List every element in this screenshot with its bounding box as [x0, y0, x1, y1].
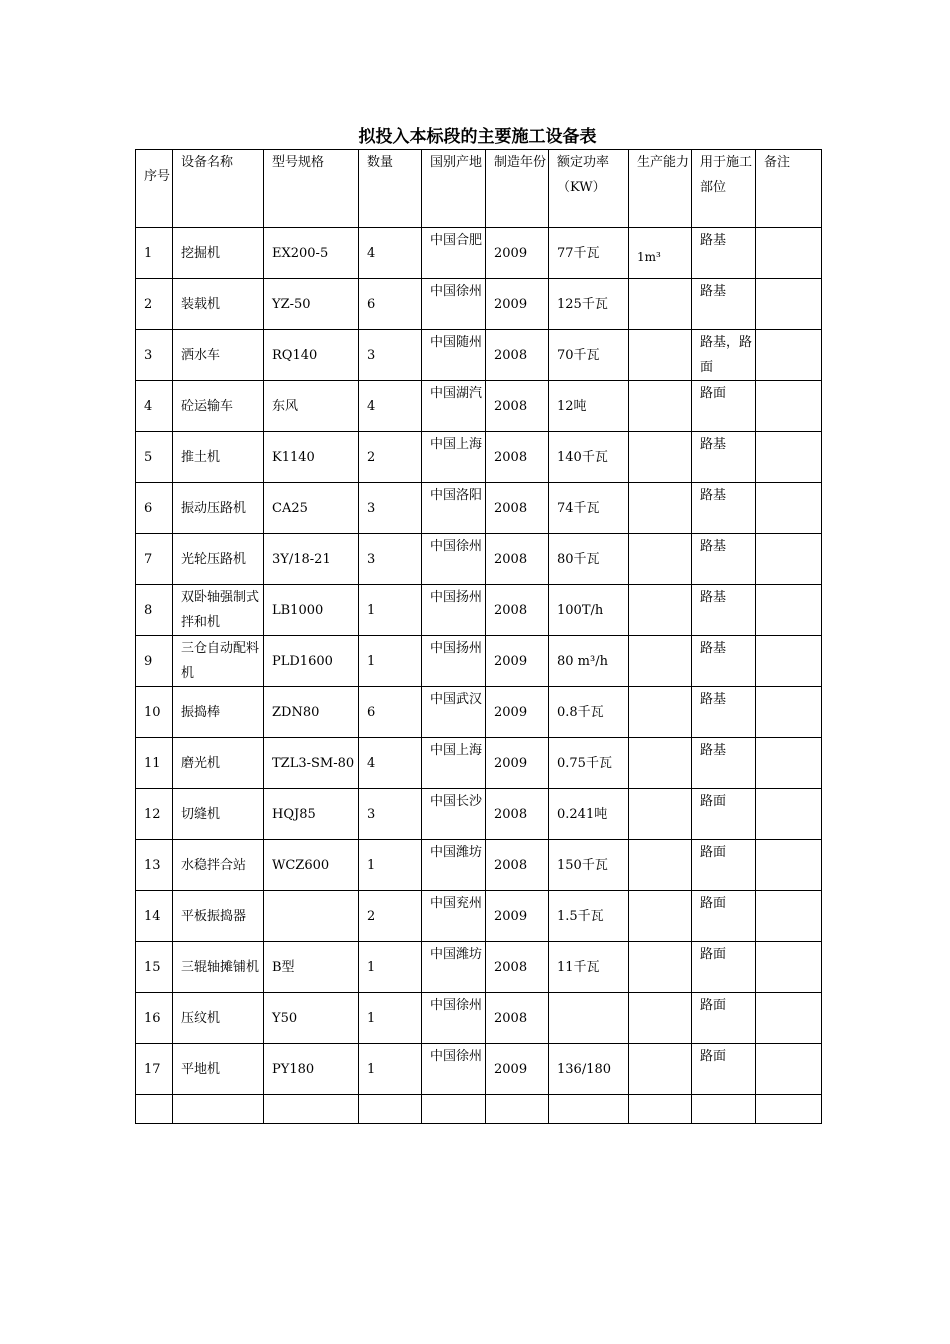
- model-cell: RQ140: [264, 330, 359, 381]
- empty-cell: [756, 1095, 822, 1124]
- part-cell: 路面: [692, 891, 756, 942]
- table-row: [136, 891, 822, 942]
- model-cell: EX200-5: [264, 228, 359, 279]
- part-cell: 路面: [692, 381, 756, 432]
- origin-cell: 中国上海: [422, 432, 486, 483]
- model-cell: 东风: [264, 381, 359, 432]
- table-row: [136, 687, 822, 738]
- table-row: [136, 738, 822, 789]
- qty-cell: 2: [359, 891, 422, 942]
- name-cell: 推土机: [173, 432, 264, 483]
- note-cell: [756, 381, 822, 432]
- name-cell: 挖掘机: [173, 228, 264, 279]
- note-cell: [756, 942, 822, 993]
- seq-cell: 14: [136, 891, 173, 942]
- seq-cell: 2: [136, 279, 173, 330]
- note-cell: [756, 738, 822, 789]
- qty-cell: 4: [359, 228, 422, 279]
- origin-cell: 中国徐州: [422, 279, 486, 330]
- year-cell: 2008: [486, 381, 549, 432]
- origin-cell: 中国武汉: [422, 687, 486, 738]
- part-cell: 路基: [692, 432, 756, 483]
- empty-cell: [136, 1095, 173, 1124]
- capacity-cell: [629, 993, 692, 1044]
- part-cell: 路基: [692, 687, 756, 738]
- qty-cell: 1: [359, 840, 422, 891]
- empty-cell: [359, 1095, 422, 1124]
- power-cell: 0.8千瓦: [549, 687, 629, 738]
- year-cell: 2008: [486, 585, 549, 636]
- part-cell: 路基: [692, 483, 756, 534]
- note-cell: [756, 228, 822, 279]
- header-cell: 序号: [136, 150, 173, 228]
- name-cell: 装载机: [173, 279, 264, 330]
- part-cell: 路基，路面: [692, 330, 756, 381]
- capacity-cell: [629, 585, 692, 636]
- capacity-cell: [629, 483, 692, 534]
- model-cell: Y50: [264, 993, 359, 1044]
- qty-cell: 1: [359, 1044, 422, 1095]
- capacity-cell: [629, 789, 692, 840]
- seq-cell: 11: [136, 738, 173, 789]
- empty-cell: [422, 1095, 486, 1124]
- capacity-cell: 1m³: [629, 228, 692, 279]
- empty-cell: [692, 1095, 756, 1124]
- header-cell: 国别产地: [422, 150, 486, 228]
- name-cell: 双卧轴强制式拌和机: [173, 585, 264, 636]
- qty-cell: 4: [359, 381, 422, 432]
- capacity-cell: [629, 840, 692, 891]
- year-cell: 2008: [486, 483, 549, 534]
- qty-cell: 3: [359, 789, 422, 840]
- power-cell: 125千瓦: [549, 279, 629, 330]
- model-cell: YZ-50: [264, 279, 359, 330]
- power-cell: 100T/h: [549, 585, 629, 636]
- qty-cell: 3: [359, 483, 422, 534]
- seq-cell: 13: [136, 840, 173, 891]
- model-cell: PY180: [264, 1044, 359, 1095]
- seq-cell: 1: [136, 228, 173, 279]
- name-cell: 洒水车: [173, 330, 264, 381]
- note-cell: [756, 432, 822, 483]
- model-cell: CA25: [264, 483, 359, 534]
- origin-cell: 中国随州: [422, 330, 486, 381]
- table-row: [136, 534, 822, 585]
- table-row: [136, 432, 822, 483]
- seq-cell: 17: [136, 1044, 173, 1095]
- power-cell: 80 m³/h: [549, 636, 629, 687]
- power-cell: 12吨: [549, 381, 629, 432]
- header-cell: 生产能力: [629, 150, 692, 228]
- table-row: [136, 279, 822, 330]
- year-cell: 2008: [486, 432, 549, 483]
- seq-cell: 10: [136, 687, 173, 738]
- qty-cell: 1: [359, 942, 422, 993]
- table-row: [136, 381, 822, 432]
- capacity-cell: [629, 687, 692, 738]
- qty-cell: 6: [359, 687, 422, 738]
- note-cell: [756, 483, 822, 534]
- seq-cell: 4: [136, 381, 173, 432]
- note-cell: [756, 330, 822, 381]
- qty-cell: 1: [359, 993, 422, 1044]
- part-cell: 路基: [692, 534, 756, 585]
- year-cell: 2008: [486, 534, 549, 585]
- name-cell: 水稳拌合站: [173, 840, 264, 891]
- year-cell: 2009: [486, 891, 549, 942]
- model-cell: ZDN80: [264, 687, 359, 738]
- empty-cell: [264, 1095, 359, 1124]
- note-cell: [756, 585, 822, 636]
- seq-cell: 15: [136, 942, 173, 993]
- table-row: [136, 840, 822, 891]
- power-cell: 74千瓦: [549, 483, 629, 534]
- year-cell: 2009: [486, 228, 549, 279]
- note-cell: [756, 891, 822, 942]
- name-cell: 光轮压路机: [173, 534, 264, 585]
- name-cell: 平板振捣器: [173, 891, 264, 942]
- part-cell: 路面: [692, 993, 756, 1044]
- qty-cell: 1: [359, 585, 422, 636]
- origin-cell: 中国潍坊: [422, 942, 486, 993]
- header-cell: 制造年份: [486, 150, 549, 228]
- model-cell: [264, 891, 359, 942]
- empty-cell: [549, 1095, 629, 1124]
- year-cell: 2009: [486, 279, 549, 330]
- empty-row: [136, 1095, 822, 1124]
- header-cell: 用于施工部位: [692, 150, 756, 228]
- origin-cell: 中国合肥: [422, 228, 486, 279]
- capacity-cell: [629, 636, 692, 687]
- part-cell: 路面: [692, 1044, 756, 1095]
- empty-cell: [486, 1095, 549, 1124]
- note-cell: [756, 840, 822, 891]
- seq-cell: 9: [136, 636, 173, 687]
- qty-cell: 4: [359, 738, 422, 789]
- seq-cell: 16: [136, 993, 173, 1044]
- empty-cell: [173, 1095, 264, 1124]
- origin-cell: 中国湖汽: [422, 381, 486, 432]
- power-cell: 1.5千瓦: [549, 891, 629, 942]
- model-cell: HQJ85: [264, 789, 359, 840]
- seq-cell: 12: [136, 789, 173, 840]
- name-cell: 砼运输车: [173, 381, 264, 432]
- name-cell: 切缝机: [173, 789, 264, 840]
- note-cell: [756, 687, 822, 738]
- seq-cell: 3: [136, 330, 173, 381]
- note-cell: [756, 789, 822, 840]
- year-cell: 2008: [486, 789, 549, 840]
- year-cell: 2009: [486, 1044, 549, 1095]
- header-cell: 设备名称: [173, 150, 264, 228]
- part-cell: 路基: [692, 636, 756, 687]
- seq-cell: 5: [136, 432, 173, 483]
- power-cell: 136/180: [549, 1044, 629, 1095]
- year-cell: 2008: [486, 993, 549, 1044]
- capacity-cell: [629, 942, 692, 993]
- name-cell: 振动压路机: [173, 483, 264, 534]
- origin-cell: 中国徐州: [422, 1044, 486, 1095]
- capacity-cell: [629, 279, 692, 330]
- origin-cell: 中国徐州: [422, 534, 486, 585]
- note-cell: [756, 279, 822, 330]
- table-row: [136, 636, 822, 687]
- seq-cell: 6: [136, 483, 173, 534]
- year-cell: 2008: [486, 840, 549, 891]
- page-title: 拟投入本标段的主要施工设备表: [358, 127, 597, 147]
- origin-cell: 中国兖州: [422, 891, 486, 942]
- part-cell: 路面: [692, 789, 756, 840]
- model-cell: 3Y/18-21: [264, 534, 359, 585]
- capacity-cell: [629, 330, 692, 381]
- qty-cell: 1: [359, 636, 422, 687]
- origin-cell: 中国洛阳: [422, 483, 486, 534]
- year-cell: 2008: [486, 330, 549, 381]
- qty-cell: 3: [359, 330, 422, 381]
- part-cell: 路基: [692, 738, 756, 789]
- name-cell: 振捣棒: [173, 687, 264, 738]
- name-cell: 三仓自动配料机: [173, 636, 264, 687]
- model-cell: LB1000: [264, 585, 359, 636]
- table-row: [136, 1044, 822, 1095]
- seq-cell: 8: [136, 585, 173, 636]
- table-row: [136, 585, 822, 636]
- capacity-cell: [629, 534, 692, 585]
- note-cell: [756, 993, 822, 1044]
- part-cell: 路基: [692, 228, 756, 279]
- model-cell: TZL3-SM-80: [264, 738, 359, 789]
- qty-cell: 2: [359, 432, 422, 483]
- power-cell: [549, 993, 629, 1044]
- origin-cell: 中国扬州: [422, 636, 486, 687]
- origin-cell: 中国潍坊: [422, 840, 486, 891]
- qty-cell: 6: [359, 279, 422, 330]
- model-cell: B型: [264, 942, 359, 993]
- year-cell: 2008: [486, 942, 549, 993]
- part-cell: 路基: [692, 279, 756, 330]
- origin-cell: 中国徐州: [422, 993, 486, 1044]
- name-cell: 压纹机: [173, 993, 264, 1044]
- power-cell: 77千瓦: [549, 228, 629, 279]
- empty-cell: [629, 1095, 692, 1124]
- origin-cell: 中国扬州: [422, 585, 486, 636]
- name-cell: 三辊轴摊铺机: [173, 942, 264, 993]
- power-cell: 0.241吨: [549, 789, 629, 840]
- capacity-cell: [629, 1044, 692, 1095]
- power-cell: 70千瓦: [549, 330, 629, 381]
- equipment-table: [135, 149, 822, 1124]
- power-cell: 80千瓦: [549, 534, 629, 585]
- table-row: [136, 330, 822, 381]
- header-cell: 型号规格: [264, 150, 359, 228]
- part-cell: 路基: [692, 585, 756, 636]
- year-cell: 2009: [486, 636, 549, 687]
- capacity-cell: [629, 432, 692, 483]
- note-cell: [756, 636, 822, 687]
- name-cell: 磨光机: [173, 738, 264, 789]
- qty-cell: 3: [359, 534, 422, 585]
- power-cell: 0.75千瓦: [549, 738, 629, 789]
- model-cell: PLD1600: [264, 636, 359, 687]
- note-cell: [756, 534, 822, 585]
- power-cell: 140千瓦: [549, 432, 629, 483]
- header-cell: 额定功率（KW）: [549, 150, 629, 228]
- header-cell: 备注: [756, 150, 822, 228]
- note-cell: [756, 1044, 822, 1095]
- origin-cell: 中国上海: [422, 738, 486, 789]
- table-row: [136, 228, 822, 279]
- model-cell: K1140: [264, 432, 359, 483]
- seq-cell: 7: [136, 534, 173, 585]
- model-cell: WCZ600: [264, 840, 359, 891]
- table-row: [136, 942, 822, 993]
- table-row: [136, 483, 822, 534]
- year-cell: 2009: [486, 738, 549, 789]
- capacity-cell: [629, 891, 692, 942]
- power-cell: 150千瓦: [549, 840, 629, 891]
- table-header-row: [136, 150, 822, 228]
- capacity-cell: [629, 381, 692, 432]
- origin-cell: 中国长沙: [422, 789, 486, 840]
- part-cell: 路面: [692, 942, 756, 993]
- table-row: [136, 789, 822, 840]
- power-cell: 11千瓦: [549, 942, 629, 993]
- table-row: [136, 993, 822, 1044]
- header-cell: 数量: [359, 150, 422, 228]
- year-cell: 2009: [486, 687, 549, 738]
- part-cell: 路面: [692, 840, 756, 891]
- capacity-cell: [629, 738, 692, 789]
- name-cell: 平地机: [173, 1044, 264, 1095]
